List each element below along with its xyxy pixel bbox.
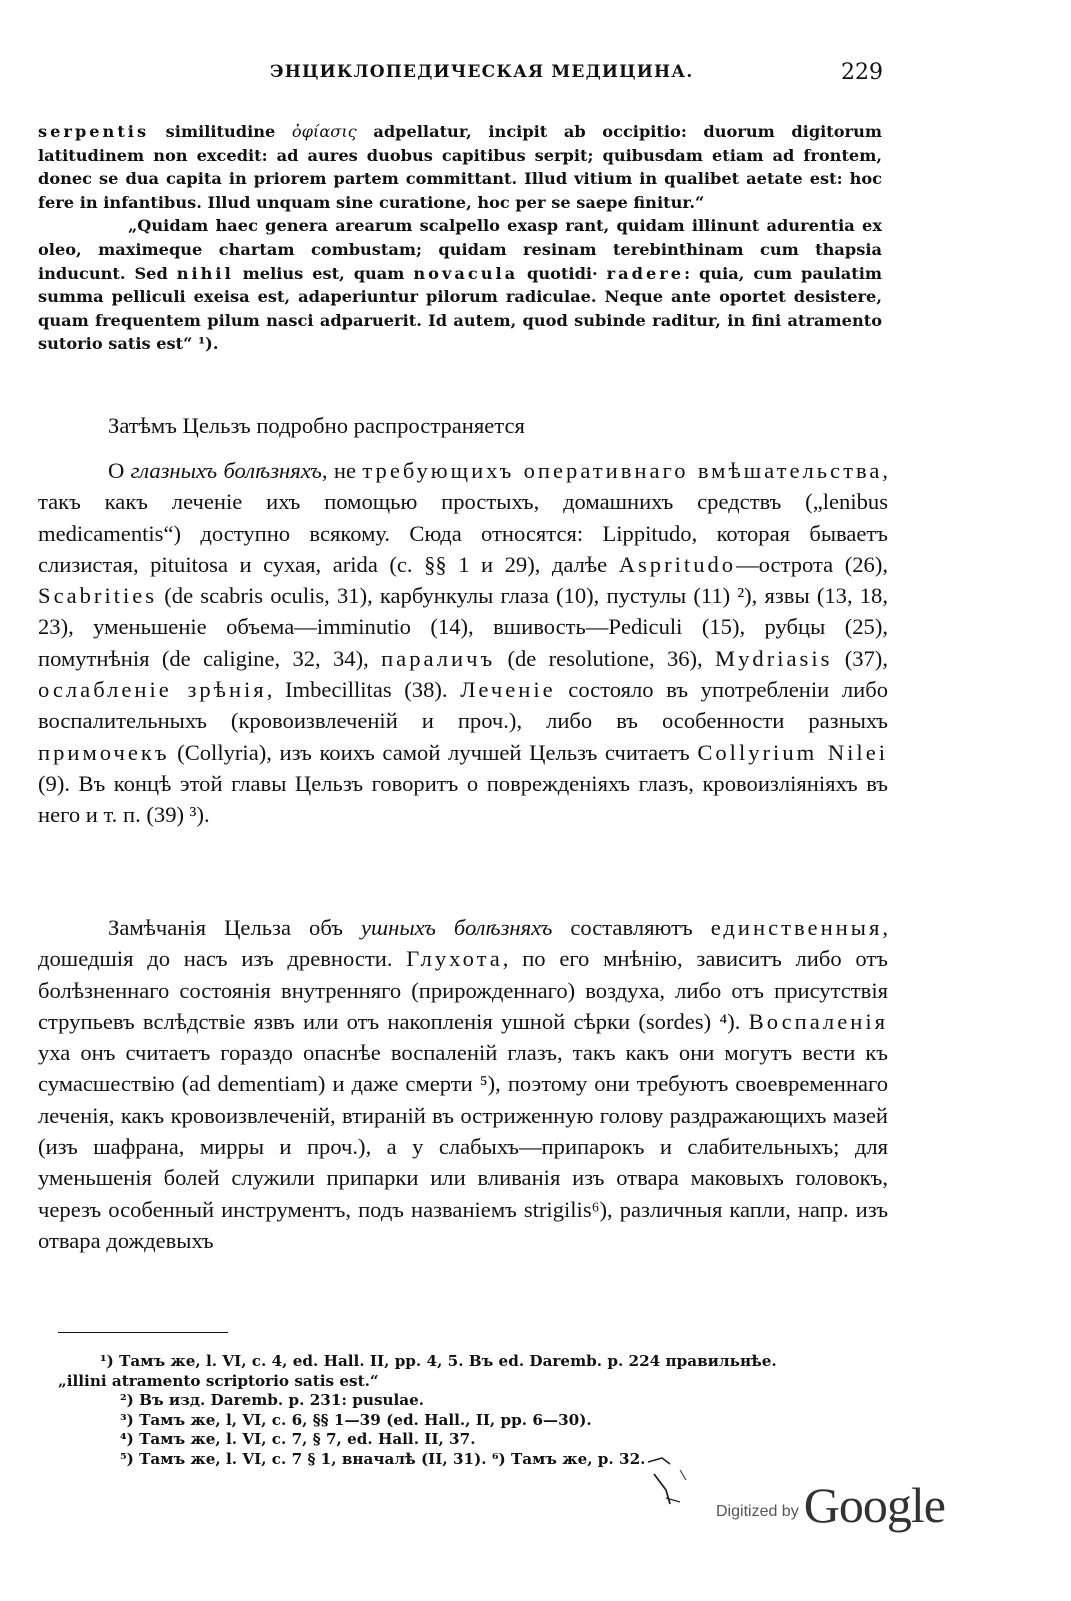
text: ). [727,1008,749,1034]
spaced-text: Воспаленія [748,1008,888,1034]
text: ), язвы (13, 18, 23), уменьшеніе объема—imminutio (14), вшивость—Pediculi (15), рубцы (25), помутнѣнія (de caligine, 32, 34), [38,583,889,671]
footnote-divider [58,1332,228,1333]
footnote-ref: ³ [189,802,197,828]
footnotes [58,1352,908,1470]
latin-text: melius est, quam [233,263,414,283]
footnote-ref: ¹). [198,334,219,354]
spaced-text: Леченіе [460,677,556,703]
text: , дошедшія до насъ изъ древности. [38,915,888,972]
text: (9). Въ концѣ этой главы Цельзъ говоритъ о повреждeніяхъ глазъ, кровоизліяніяхъ въ него и т. п. (39) [38,770,888,828]
text: Замѣчанія Цельза объ [108,915,362,940]
spaced-text: Mydriasis [715,645,833,671]
footnote-ref: ⁵ [479,1071,488,1097]
running-head: ЭНЦИКЛОПЕДИЧЕСКАЯ МЕДИЦИНА. [270,62,694,82]
library-stamp-icon [640,1452,700,1512]
text: , Imbecillitas (38). [266,677,461,703]
text: уха онъ считаетъ гораздо опаснѣе воспаленій глазъ, такъ какъ они могутъ вести къ сумасшествію (ad dementiam) и даже смерти [38,1040,888,1097]
spaced-word: radere [606,263,685,283]
spaced-text: ослабленіе зрѣнія [38,677,267,703]
paragraph [38,455,888,831]
latin-paragraph-1 [38,120,882,214]
latin-text: : quia, cum paulatim summa pelliculi exeisa est, adaperiuntur pilorum radiculae. Neque ante oportet desistere, quam frequentem pilum nasci adparuerit. Id autem, quod subinde raditur, in fini atramento sutorio satis est“ [38,263,883,354]
spaced-text: Глухота [406,946,503,972]
spaced-text: требующихъ оперативнаго вмѣшательства [362,458,883,483]
intro-text: Затѣмъ Цельзъ подробно распространяется [108,413,525,438]
digitized-by-label: Digitized by [716,1503,799,1520]
text: , не [321,458,363,483]
spaced-word: nihil [176,263,234,283]
text: —острота (26), [736,551,888,577]
paragraph [38,912,888,1256]
emphasis: глазныхъ болѣзняхъ [130,458,322,483]
footnote-ref: ² [737,583,745,609]
page-number: 229 [841,60,883,85]
spaced-text: Scabrities [38,583,158,609]
text: (Collyria), изъ коихъ самой лучшей Цельзъ считаетъ [169,739,698,765]
footnote-3: ³) Тамъ же, l, VI, c. 6, §§ 1—39 (ed. Hall., II, pp. 6—30). [120,1410,592,1429]
greek-word: ὀφίασις [291,122,357,141]
text: ), различныя капли, напр. изъ отвара дождевыхъ [38,1196,888,1253]
eye-diseases-paragraph [38,455,888,831]
footnote-2: ²) Въ изд. Daremb. p. 231: pusulae. [120,1391,425,1410]
footnote-1: ¹) Тамъ же, l. VI, c. 4, ed. Hall. II, pp. 4, 5. Въ ed. Daremb. p. 224 правильнѣе. [100,1352,777,1370]
spaced-text: параличъ [381,645,496,671]
text: (37), [832,645,888,671]
text: О [108,458,131,483]
latin-text: quotidi· [518,263,607,283]
latin-text: similitudine [149,122,292,141]
spaced-text: единственныя [710,915,883,940]
ear-diseases-paragraph [38,912,888,1256]
latin-quotation [38,120,882,356]
spaced-word: serpentis [38,122,150,141]
footnote-ref: ⁶ [591,1196,600,1222]
emphasis: ушныхъ болѣзняхъ [361,915,553,940]
google-logo: Google [803,1477,945,1533]
spaced-text: Collyrium Nilei [697,739,888,765]
text: , по его мнѣнію, зависитъ либо отъ болѣзненнаго состоянія внутренняго (прирожденнаго) воздуха, либо отъ присутствія струпьевъ вслѣдствіе язвъ или отъ накопленія ушной сѣрки (sordes) [38,946,888,1034]
latin-text: adpellatur, incipit ab occipitio: duorum digitorum latitudinem non excedit: ad aures duobus capitibus serpit; quibusdam etiam ad frontem, donec se dua capita in priorem partem committant. Illud vitium in qualibet aetate est: hoc fere in infantibus. Illud unquam sine curatione, hoc per se saepe finitur.“ [38,122,882,212]
latin-text: „Quidam haec genera arearum scalpello exasp rant, quidam illinunt adurentia ex oleo, maximeque chartam combustam; quidam resinam terebinthinam cum thapsia inducunt. Sed [38,216,882,283]
google-watermark [716,1476,945,1534]
spaced-text: примочекъ [38,739,170,765]
text: ), поэтому они требуютъ своевременнаго леченія, какъ кровоизвлеченій, втираній въ остриженную голову раздражающихъ мазей (изъ шафрана, мирры и проч.), а у слабыхъ—припарокъ и слабительныхъ; для уменьшенія болей служили припарки или вливанія изъ отвара маковыхъ головокъ, черезъ особенный инструментъ, подъ названіемъ strigilis [38,1071,888,1222]
text: (de resolutione, 36), [495,645,716,671]
text: состояло въ употребленіи либо воспалительныхъ (кровоизвлеченій и проч.), либо въ особенности разныхъ [38,677,889,734]
intro-sentence [38,410,888,441]
spaced-text: Aspritudo [618,551,737,577]
text: , такъ какъ леченіе ихъ помощью простыхъ, домашнихъ средствъ („lenibus medicamentis“) доступно всякому. Сюда относятся: Lippitudo, которая бываетъ слизистая, pituitosa и сухая, arida (c. §§ 1 и 29), далѣе [38,458,889,577]
footnote-1-continuation: „illini atramento scriptorio satis est.“ [58,1371,379,1390]
text: ). [196,802,210,828]
spaced-word: novacula [413,263,519,283]
text: составляютъ [552,915,711,940]
footnote-4: ⁴) Тамъ же, l. VI, c. 7, § 7, ed. Hall. II, 37. [120,1430,476,1449]
footnote-ref: ⁴ [719,1008,728,1034]
latin-paragraph-2 [38,214,882,356]
footnote-5-6: ⁵) Тамъ же, l. VI, c. 7 § 1, вначалѣ (II, 31). ⁶) Тамъ же, p. 32. [120,1449,646,1468]
text: (de scabris oculis, 31), карбункулы глаза (10), пустулы (11) [157,583,738,609]
